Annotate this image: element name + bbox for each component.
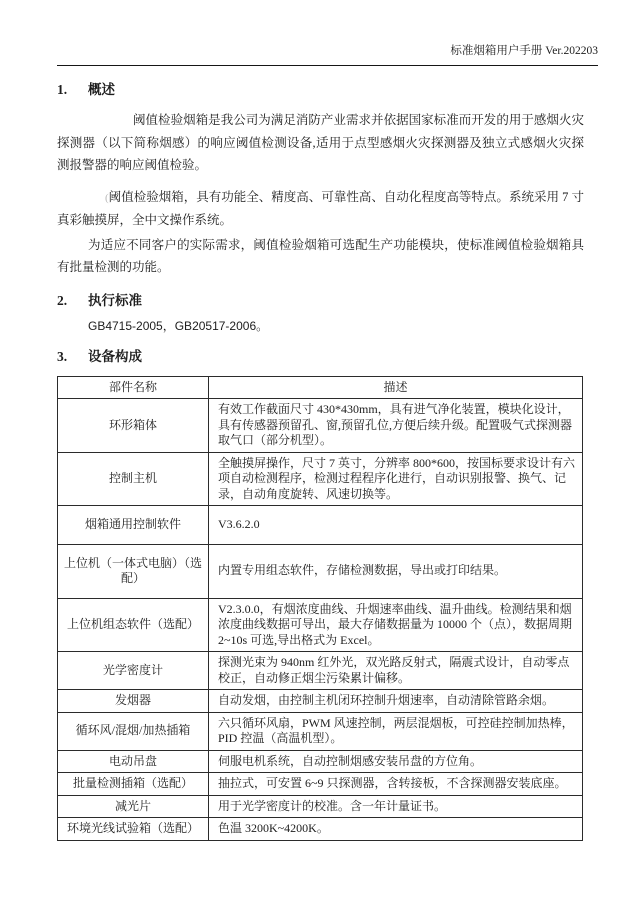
equipment-table bbox=[57, 376, 583, 841]
component-desc-cell: 全触摸屏操作，尺寸 7 英寸，分辨率 800*600，按国标要求设计有六项自动检测程序，检测过程程序化进行，自动识别报警、换气、记录，自动角度旋转、风速切换等。 bbox=[209, 452, 583, 506]
stray-bracket-mark: ( bbox=[105, 191, 109, 204]
section-equipment-heading bbox=[57, 349, 584, 365]
component-desc-cell: 用于光学密度计的校准。含一年计量证书。 bbox=[209, 795, 583, 818]
table-row bbox=[58, 795, 583, 818]
overview-paragraph-2-text: 阈值检验烟箱，具有功能全、精度高、可靠性高、自动化程度高等特点。系统采用 7 寸真彩触摸屏，全中文操作系统。 bbox=[57, 189, 584, 227]
table-row bbox=[58, 652, 583, 690]
component-desc-cell: V2.3.0.0，有烟浓度曲线、升烟速率曲线、温升曲线。检测结果和烟浓度曲线数据可导出，最大存储数据量为 10000 个（点），数据周期 2~10s 可选,导出格式为 Excel。 bbox=[209, 598, 583, 652]
table-row bbox=[58, 818, 583, 841]
section-overview-heading bbox=[57, 82, 584, 98]
table-row bbox=[58, 399, 583, 453]
section-title: 设备构成 bbox=[88, 348, 142, 364]
component-name-cell: 上位机（一体式电脑）（选配） bbox=[58, 544, 209, 598]
component-name-cell: 环形箱体 bbox=[58, 399, 209, 453]
component-name-cell: 控制主机 bbox=[58, 452, 209, 506]
component-desc-cell: 自动发烟，由控制主机闭环控制升烟速率，自动清除管路余烟。 bbox=[209, 690, 583, 713]
component-name-cell: 光学密度计 bbox=[58, 652, 209, 690]
section-number: 2. bbox=[57, 292, 68, 308]
table-row bbox=[58, 452, 583, 506]
table-row bbox=[58, 598, 583, 652]
equipment-table-body bbox=[58, 399, 583, 841]
component-name-cell: 环境光线试验箱（选配） bbox=[58, 818, 209, 841]
component-name-cell: 上位机组态软件（选配） bbox=[58, 598, 209, 652]
page-header bbox=[57, 44, 598, 66]
component-name-cell: 烟箱通用控制软件 bbox=[58, 506, 209, 545]
component-name-cell: 批量检测插箱（选配） bbox=[58, 773, 209, 796]
table-row bbox=[58, 750, 583, 773]
component-desc-cell: 抽拉式，可安置 6~9 只探测器，含转接板，不含探测器安装底座。 bbox=[209, 773, 583, 796]
overview-paragraph-3: 为适应不同客户的实际需求，阈值检验烟箱可选配生产功能模块，使标准阈值检验烟箱具有批量检测的功能。 bbox=[57, 237, 584, 274]
document-content bbox=[57, 82, 584, 841]
section-number: 1. bbox=[57, 82, 68, 97]
standards-body: GB4715-2005，GB20517-2006。 bbox=[88, 318, 269, 333]
overview-paragraph-1: 阈值检验烟箱是我公司为满足消防产业需求并依据国家标准而开发的用于感烟火灾探测器（以下简称烟感）的响应阈值检测设备,适用于点型感烟火灾探测器及独立式感烟火灾探测报警器的响应阈值检验。 bbox=[57, 113, 584, 172]
table-row bbox=[58, 773, 583, 796]
table-row bbox=[58, 712, 583, 750]
table-header-cell-name: 部件名称 bbox=[58, 376, 209, 399]
component-desc-cell: 色温 3200K~4200K。 bbox=[209, 818, 583, 841]
component-desc-cell: 六只循环风扇，PWM 风速控制，两层混烟板，可控硅控制加热棒，PID 控温（高温机型）。 bbox=[209, 712, 583, 750]
component-name-cell: 电动吊盘 bbox=[58, 750, 209, 773]
section-title: 执行标准 bbox=[88, 292, 142, 308]
component-desc-cell: V3.6.2.0 bbox=[209, 506, 583, 545]
component-desc-cell: 探测光束为 940nm 红外光，双光路反射式，隔震式设计，自动零点校正，自动修正烟尘污染累计偏移。 bbox=[209, 652, 583, 690]
section-number: 3. bbox=[57, 348, 68, 364]
component-desc-cell: 内置专用组态软件，存储检测数据，导出或打印结果。 bbox=[209, 544, 583, 598]
table-header-cell-desc: 描述 bbox=[209, 376, 583, 399]
table-row bbox=[58, 506, 583, 545]
section-standards-heading bbox=[57, 293, 584, 309]
component-name-cell: 发烟器 bbox=[58, 690, 209, 713]
component-name-cell: 减光片 bbox=[58, 795, 209, 818]
table-row bbox=[58, 690, 583, 713]
component-desc-cell: 伺服电机系统，自动控制烟感安装吊盘的方位角。 bbox=[209, 750, 583, 773]
table-header-row bbox=[58, 376, 583, 399]
header-title: 标准烟箱用户手册 Ver.202203 bbox=[450, 45, 598, 57]
overview-paragraph-2 bbox=[57, 186, 584, 232]
component-desc-cell: 有效工作截面尺寸 430*430mm，具有进气净化装置，模块化设计，具有传感器预留孔、窗,预留孔位,方便后续升级。配置吸气式探测器取气口（部分机型）。 bbox=[209, 399, 583, 453]
table-row bbox=[58, 544, 583, 598]
component-name-cell: 循环风/混烟/加热插箱 bbox=[58, 712, 209, 750]
section-title: 概述 bbox=[88, 82, 115, 97]
